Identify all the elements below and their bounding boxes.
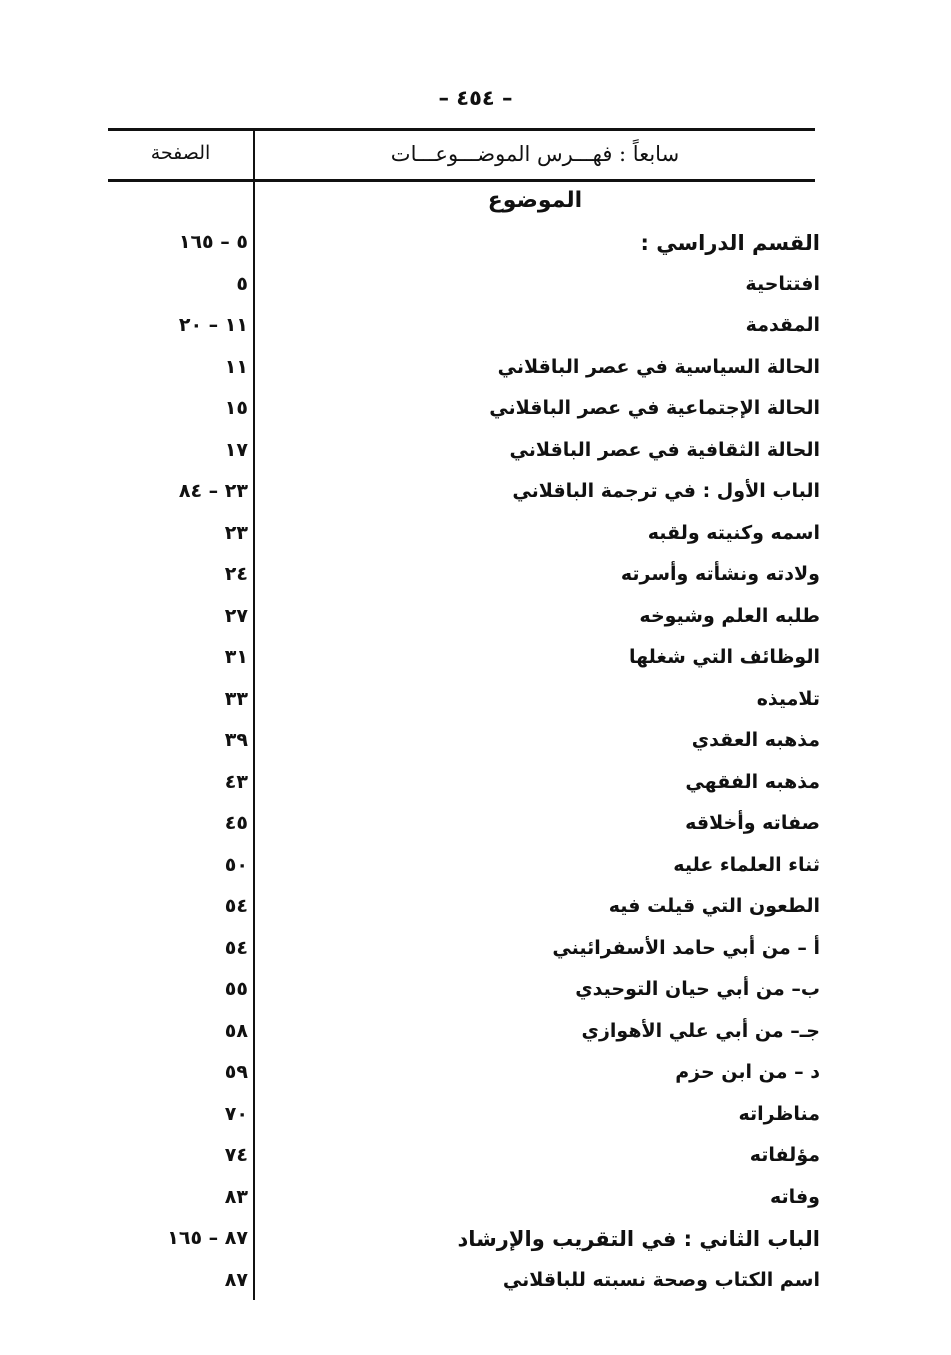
toc-entry-page: ٨٧ — [224, 1268, 248, 1291]
toc-entry-page: ١٧ — [224, 438, 248, 461]
index-title: سابعاً : فهـــرس الموضـــوعـــات — [390, 142, 680, 166]
toc-entry-page: ٤٣ — [224, 770, 248, 793]
toc-entry-topic: افتتاحية — [745, 272, 820, 295]
toc-entry-page: ١١ – ٢٠ — [178, 314, 248, 336]
toc-entry — [108, 1263, 820, 1305]
toc-entry-page: ٢٣ – ٨٤ — [178, 480, 248, 502]
toc-entry — [108, 225, 820, 267]
toc-entry-page: ٥ – ١٦٥ — [178, 231, 248, 253]
toc-entry-topic: صفاته وأخلاقه — [685, 812, 820, 834]
toc-entry-topic: مذهبه الفقهي — [685, 770, 820, 793]
toc-entry-topic: الطعون التي قيلت فيه — [608, 895, 820, 917]
toc-entry — [108, 308, 820, 350]
toc-entry-page: ٣٣ — [224, 687, 248, 710]
toc-entry — [108, 723, 820, 765]
toc-entry — [108, 848, 820, 890]
subject-column-header: الموضوع — [487, 188, 583, 213]
toc-entry — [108, 516, 820, 558]
toc-entry-page: ٥٨ — [224, 1019, 248, 1042]
toc-entry — [108, 806, 820, 848]
toc-entry — [108, 765, 820, 807]
toc-entry — [108, 1221, 820, 1263]
toc-entry — [108, 889, 820, 931]
toc-entry — [108, 599, 820, 641]
toc-entry-page: ٥٩ — [224, 1061, 248, 1083]
page-column-header: الصفحة — [150, 142, 211, 164]
toc-entry — [108, 640, 820, 682]
toc-entry-topic: مذهبه العقدي — [691, 729, 820, 751]
toc-entry-topic: الباب الأول : في ترجمة الباقلاني — [512, 480, 820, 502]
toc-entry-topic: الحالة الثقافية في عصر الباقلاني — [509, 438, 820, 461]
page-number: – ٤٥٤ – — [438, 86, 513, 110]
toc-entry-topic: القسم الدراسي : — [640, 231, 820, 255]
header-bottom-rule — [108, 179, 815, 182]
toc-entry-page: ٨٣ — [224, 1185, 248, 1208]
toc-entry — [108, 350, 820, 392]
toc-entry-page: ٣٩ — [224, 729, 248, 751]
toc-entry — [108, 1180, 820, 1222]
toc-entry-topic: طلبه العلم وشيوخه — [639, 604, 820, 627]
header-top-rule — [108, 128, 815, 131]
toc-entry-topic: الباب الثاني : في التقريب والإرشاد — [457, 1227, 820, 1251]
toc-entry-topic: مناظراته — [738, 1102, 820, 1125]
toc-entry-page: ٧٠ — [224, 1102, 248, 1125]
toc-entry-topic: اسم الكتاب وصحة نسبته للباقلاني — [502, 1268, 820, 1291]
toc-entry-topic: وفاته — [769, 1185, 820, 1208]
table-of-contents — [108, 225, 820, 1304]
toc-entry-page: ٥٥ — [224, 978, 248, 1000]
toc-entry-topic: الوظائف التي شغلها — [628, 646, 820, 668]
toc-entry-page: ٣١ — [224, 646, 248, 668]
toc-entry — [108, 1055, 820, 1097]
toc-entry — [108, 267, 820, 309]
toc-entry-page: ٤٥ — [224, 812, 248, 834]
toc-entry-page: ٥٤ — [224, 895, 248, 917]
toc-entry-topic: ب– من أبي حيان التوحيدي — [575, 978, 820, 1000]
toc-entry — [108, 474, 820, 516]
toc-entry-page: ٥ — [236, 272, 248, 295]
toc-entry — [108, 557, 820, 599]
toc-entry-topic: اسمه وكنيته ولقبه — [647, 521, 820, 544]
toc-entry-page: ٢٣ — [224, 521, 248, 544]
toc-entry-page: ١٥ — [224, 397, 248, 419]
toc-entry — [108, 1138, 820, 1180]
toc-entry — [108, 1097, 820, 1139]
toc-entry-topic: ولادته ونشأته وأسرته — [620, 563, 820, 585]
toc-entry-topic: الحالة السياسية في عصر الباقلاني — [497, 355, 820, 378]
toc-entry — [108, 1014, 820, 1056]
toc-entry-topic: المقدمة — [745, 314, 820, 336]
toc-entry-topic: تلاميذه — [756, 687, 820, 710]
toc-entry-topic: د – من ابن حزم — [675, 1061, 820, 1083]
toc-entry-topic: مؤلفاته — [749, 1144, 820, 1166]
toc-entry — [108, 972, 820, 1014]
toc-entry-page: ٧٤ — [224, 1144, 248, 1166]
toc-entry-page: ٢٤ — [224, 563, 248, 585]
toc-entry-page: ١١ — [224, 355, 248, 378]
toc-entry-page: ٥٠ — [224, 853, 248, 876]
toc-entry — [108, 433, 820, 475]
toc-entry-page: ٥٤ — [224, 936, 248, 959]
toc-entry-page: ٢٧ — [224, 604, 248, 627]
toc-entry-topic: ثناء العلماء عليه — [673, 853, 820, 876]
toc-entry — [108, 682, 820, 724]
toc-entry — [108, 931, 820, 973]
toc-entry — [108, 391, 820, 433]
toc-entry-page: ٨٧ – ١٦٥ — [167, 1227, 248, 1249]
toc-entry-topic: أ – من أبي حامد الأسفرائيني — [552, 936, 820, 959]
toc-entry-topic: جـ– من أبي علي الأهوازي — [581, 1019, 820, 1042]
toc-entry-topic: الحالة الإجتماعية في عصر الباقلاني — [489, 397, 820, 419]
